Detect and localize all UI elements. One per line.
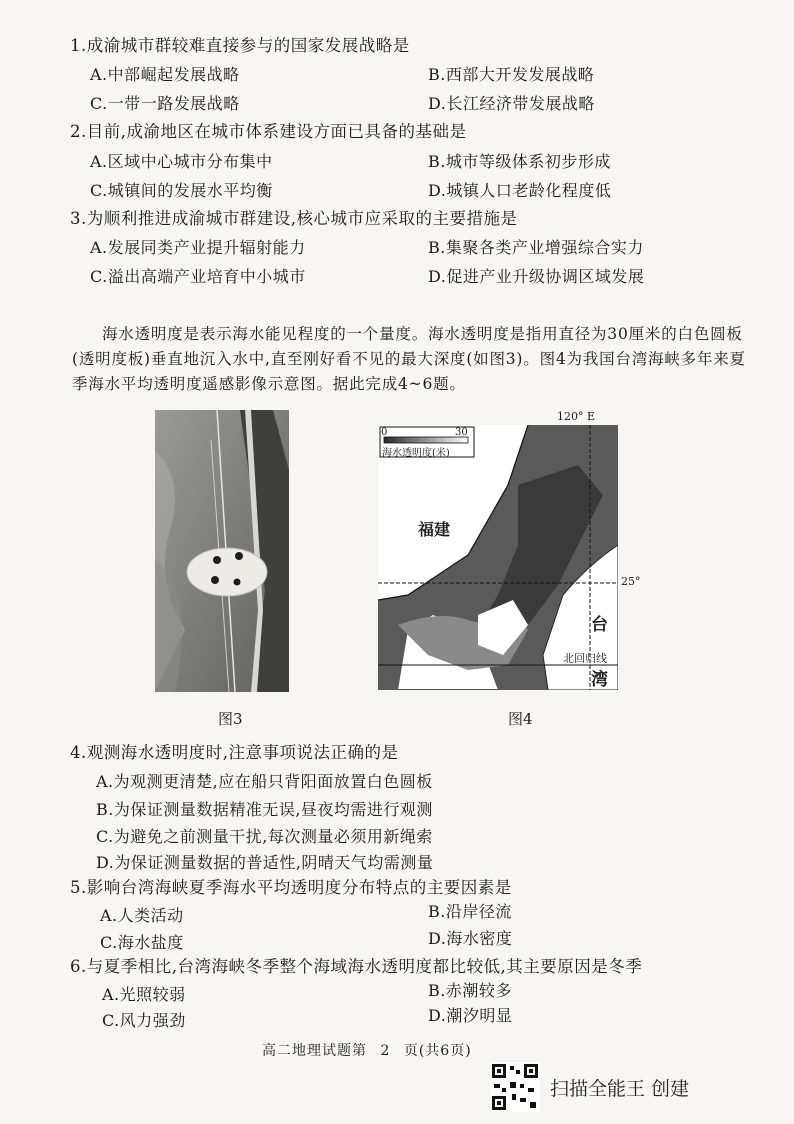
label-wan: 湾 <box>591 670 608 690</box>
option-a: A.中部崛起发展战略 <box>90 65 240 84</box>
option-c: C.溢出高端产业培育中小城市 <box>90 267 306 286</box>
option-a: A.为观测更清楚,应在船只背阳面放置白色圆板 <box>96 772 433 791</box>
legend-max: 30 <box>455 427 468 438</box>
question-stem: 1.成渝城市群较难直接参与的国家发展战略是 <box>70 36 410 55</box>
option-b: B.赤潮较多 <box>428 981 512 1000</box>
question-stem: 3.为顺利推进成渝城市群建设,核心城市应采取的主要措施是 <box>70 209 518 228</box>
question-stem: 4.观测海水透明度时,注意事项说法正确的是 <box>70 743 399 762</box>
option-c: C.城镇间的发展水平均衡 <box>90 181 273 200</box>
option-d: D.为保证测量数据的普适性,阴晴天气均需测量 <box>96 853 434 872</box>
question-stem: 2.目前,成渝地区在城市体系建设方面已具备的基础是 <box>70 122 467 141</box>
option-a: A.区域中心城市分布集中 <box>90 152 273 171</box>
option-b: B.城市等级体系初步形成 <box>428 152 611 171</box>
legend-title: 海水透明度(米) <box>382 448 450 459</box>
scanner-watermark <box>490 1062 689 1112</box>
secchi-disk-photo <box>155 410 289 692</box>
question-stem: 6.与夏季相比,台湾海峡冬季整个海域海水透明度都比较低,其主要原因是冬季 <box>70 957 643 976</box>
option-d: D.长江经济带发展战略 <box>428 94 595 113</box>
option-c: C.为避免之前测量干扰,每次测量必须用新绳索 <box>96 827 433 846</box>
option-c: C.风力强劲 <box>102 1011 186 1030</box>
tropic-label: 北回归线 <box>563 652 607 665</box>
option-b: B.集聚各类产业增强综合实力 <box>428 238 644 257</box>
option-d: D.潮汐明显 <box>428 1006 513 1025</box>
option-b: B.沿岸径流 <box>428 902 512 921</box>
option-d: D.促进产业升级协调区域发展 <box>428 267 645 286</box>
footer-suffix: 页(共6页) <box>403 1043 472 1059</box>
option-c: C.一带一路发展战略 <box>90 94 240 113</box>
label-fujian: 福建 <box>418 520 451 539</box>
scanner-text: 扫描全能王 创建 <box>550 1077 690 1100</box>
latitude-label: 25° <box>621 575 641 588</box>
option-d: D.海水密度 <box>428 929 513 948</box>
footer-prefix: 高二地理试题第 <box>262 1043 367 1059</box>
figure-4-caption: 图4 <box>508 710 533 728</box>
option-b: B.西部大开发发展战略 <box>428 65 595 84</box>
option-c: C.海水盐度 <box>100 933 184 952</box>
legend-min: 0 <box>381 427 388 438</box>
option-b: B.为保证测量数据精准无误,昼夜均需进行观测 <box>96 800 433 819</box>
page-number: 2 <box>380 1043 391 1059</box>
question-stem: 5.影响台湾海峡夏季海水平均透明度分布特点的主要因素是 <box>70 878 512 897</box>
longitude-label: 120° E <box>557 410 596 423</box>
option-a: A.光照较弱 <box>102 985 186 1004</box>
label-tai: 台 <box>591 615 608 635</box>
figure-3-caption: 图3 <box>218 710 243 728</box>
page-footer <box>262 1040 472 1060</box>
qr-code-icon <box>490 1062 540 1112</box>
option-a: A.人类活动 <box>100 906 184 925</box>
option-d: D.城镇人口老龄化程度低 <box>428 181 612 200</box>
reading-passage: 海水透明度是表示海水能见程度的一个量度。海水透明度是指用直径为30厘米的白色圆板(透明度板)垂直地沉入水中,直至刚好看不见的最大深度(如图3)。图4为我国台湾海峡多年来夏季海水平均透明度遥感影像示意图。据此完成4~6题。 <box>72 325 746 393</box>
option-a: A.发展同类产业提升辐射能力 <box>90 238 306 257</box>
